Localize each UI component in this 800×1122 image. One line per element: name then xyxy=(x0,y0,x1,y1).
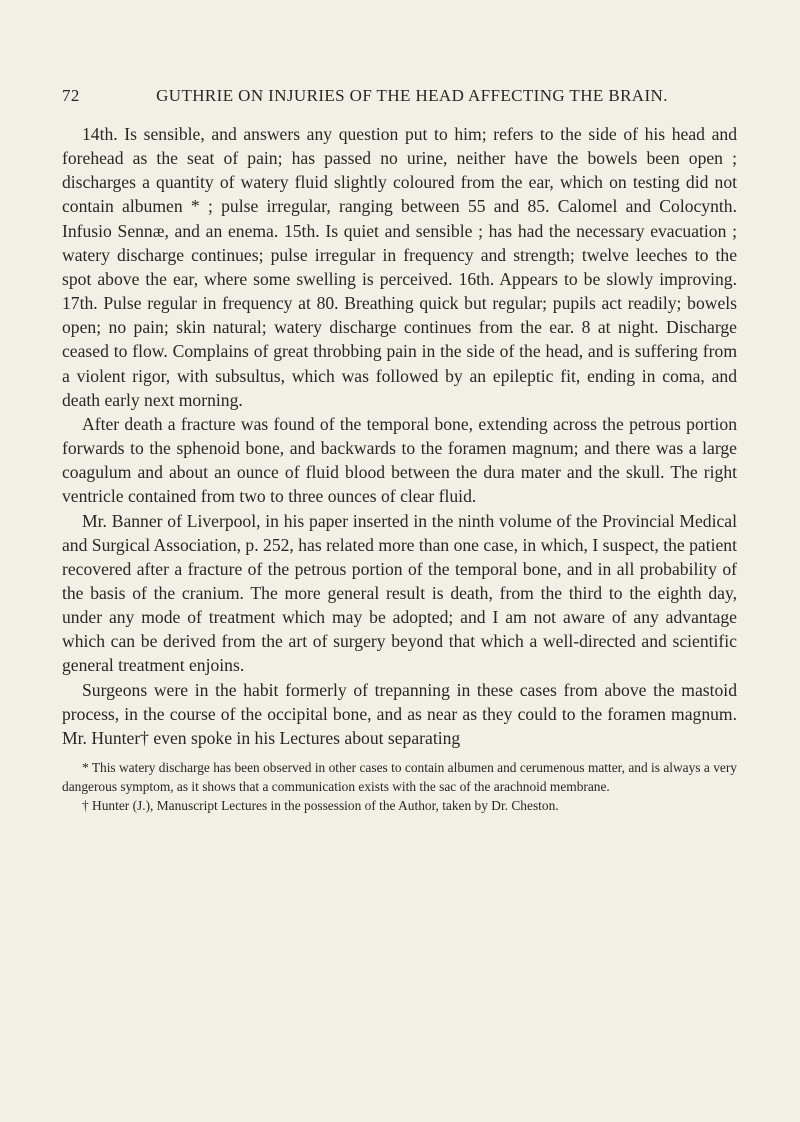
paragraph-post-mortem: After death a fracture was found of the temporal bone, extending across the petrous portion forwards to the sphenoid bone, and backwards to the foramen magnum; and there was a large coagulum and about an ounce of fluid blood between the dura mater and the skull. The right ventricle contained from two to three ounces of clear fluid. xyxy=(62,413,737,507)
page-number: 72 xyxy=(62,86,80,105)
body-text xyxy=(62,122,737,750)
running-title: GUTHRIE ON INJURIES OF THE HEAD AFFECTING THE BRAIN. xyxy=(156,86,668,105)
paragraph-trepanning: Surgeons were in the habit formerly of trepanning in these cases from above the mastoid process, in the course of the occipital bone, and as near as they could to the foramen magnum. Mr. Hunter† even spoke in his Lectures about separating xyxy=(62,679,737,748)
footnote-dagger: † Hunter (J.), Manuscript Lectures in the possession of the Author, taken by Dr. Cheston. xyxy=(82,798,559,814)
paragraph-case-notes: 14th. Is sensible, and answers any question put to him; refers to the side of his head and forehead as the seat of pain; has passed no urine, neither have the bowels been open ; discharges a quantity of watery fluid slightly coloured from the ear, which on testing did not contain albumen * ; pulse irregular, ranging between 55 and 85. Calomel and Colocynth. Infusio Sennæ, and an enema. 15th. Is quiet and sensible ; has had the necessary evacuation ; watery discharge continues; pulse irregular in frequency and strength; twelve leeches to the spot above the ear, where some swelling is perceived. 16th. Appears to be slowly improving. 17th. Pulse regular in frequency at 80. Breathing quick but regular; pupils act readily; bowels open; no pain; skin natural; watery discharge continues from the ear. 8 at night. Discharge ceased to flow. Complains of great throbbing pain in the side of the head, and is suffering from a violent rigor, with subsultus, which was followed by an epileptic fit, ending in coma, and death early next morning. xyxy=(62,124,737,410)
footnote-asterisk: * This watery discharge has been observed in other cases to contain albumen and cerumenous matter, and is always a very dangerous symptom, as it shows that a communication exists with the sac of the arachnoid membrane. xyxy=(62,760,737,795)
footnotes xyxy=(62,758,737,815)
running-header xyxy=(62,86,737,116)
paragraph-banner-cases: Mr. Banner of Liverpool, in his paper inserted in the ninth volume of the Provincial Medical and Surgical Association, p. 252, has related more than one case, in which, I suspect, the patient recovered after a fracture of the petrous portion of the temporal bone, and in all probability of the basis of the cranium. The more general result is death, from the third to the eighth day, under any mode of treatment which may be adopted; and I am not aware of any advantage which can be derived from the art of surgery beyond that which a well-directed and scientific general treatment enjoins. xyxy=(62,510,737,676)
book-page xyxy=(62,86,737,815)
